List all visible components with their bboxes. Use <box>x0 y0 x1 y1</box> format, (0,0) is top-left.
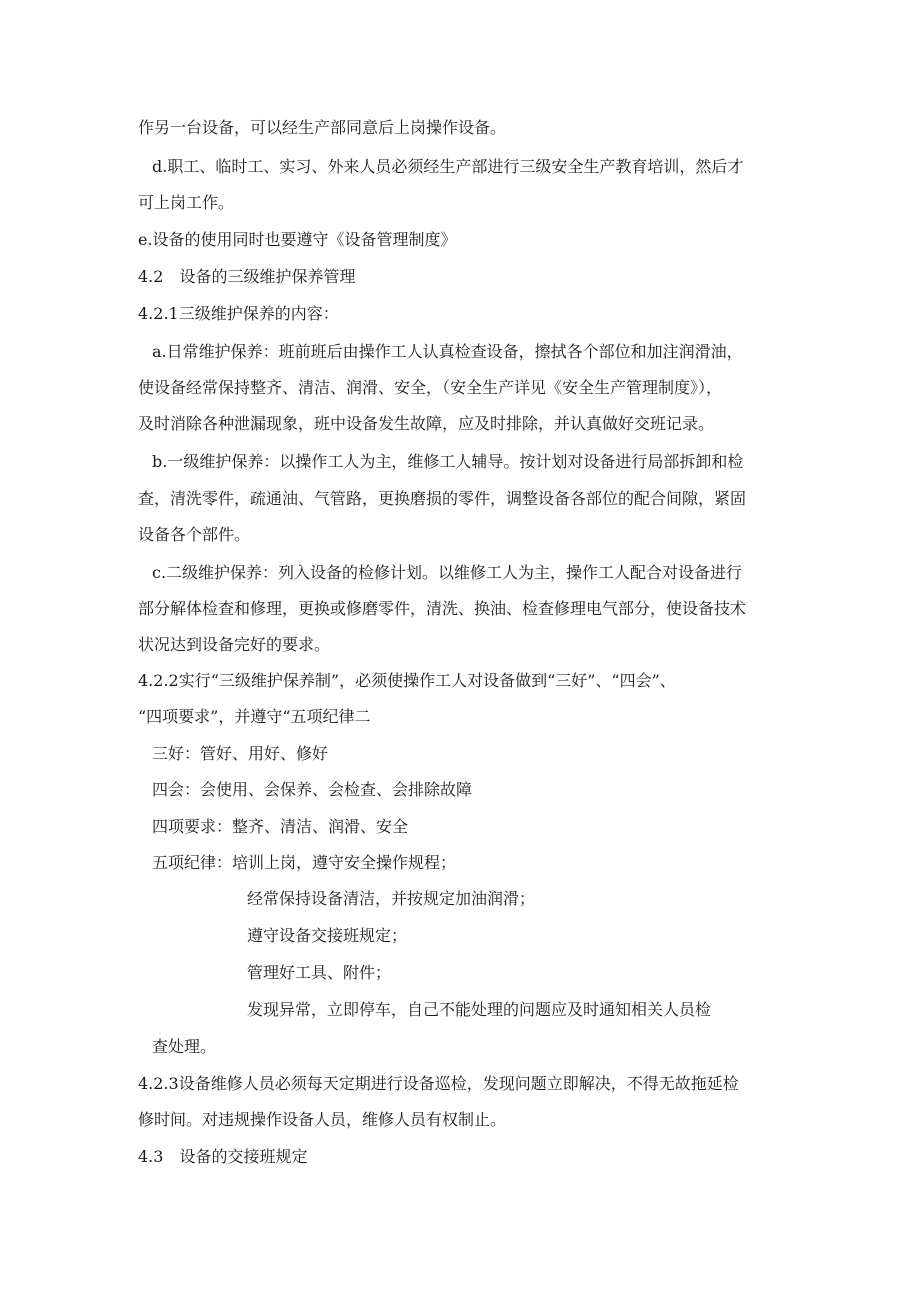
text-line: 三好：管好、用好、修好 <box>152 744 329 763</box>
section-heading: 4.3 设备的交接班规定 <box>138 1147 308 1166</box>
text-line: 使设备经常保持整齐、清洁、润滑、安全，（安全生产详见《安全生产管理制度》）， <box>138 378 723 397</box>
text-line: 设备各个部件。 <box>138 525 251 544</box>
text-line: 可上岗工作。 <box>138 193 235 212</box>
text-line: b.一级维护保养：以操作工人为主，维修工人辅导。按计划对设备进行局部拆卸和检 <box>152 452 744 471</box>
text-line: d.职工、临时工、实习、外来人员必须经生产部进行三级安全生产教育培训，然后才 <box>152 157 744 176</box>
text-line: 遵守设备交接班规定； <box>247 926 408 945</box>
text-line: 四会：会使用、会保养、会检查、会排除故障 <box>152 780 473 799</box>
text-line: e.设备的使用同时也要遵守《设备管理制度》 <box>138 230 457 249</box>
text-line: 四项要求：整齐、清洁、润滑、安全 <box>152 817 409 836</box>
subsection-heading: 4.2.2实行“三级维护保养制”，必须使操作工人对设备做到“三好”、“四会”、 <box>138 671 676 690</box>
text-line: c.二级维护保养：列入设备的检修计划。以维修工人为主，操作工人配合对设备进行 <box>152 563 743 582</box>
text-line: 发现异常，立即停车，自己不能处理的问题应及时通知相关人员检 <box>247 1000 712 1019</box>
text-line: 部分解体检查和修理，更换或修磨零件，清洗、换油、检查修理电气部分，使设备技术 <box>138 599 747 618</box>
text-line: a.日常维护保养：班前班后由操作工人认真检查设备，擦拭各个部位和加注润滑油， <box>152 342 743 361</box>
text-line: 状况达到设备完好的要求。 <box>138 635 331 654</box>
text-line: “四项要求”，并遵守“五项纪律二 <box>138 707 371 726</box>
text-line: 查，清洗零件，疏通油、气管路，更换磨损的零件，调整设备各部位的配合间隙，紧固 <box>138 489 747 508</box>
text-line: 管理好工具、附件； <box>247 963 392 982</box>
subsection-heading: 4.2.1三级维护保养的内容： <box>138 304 339 323</box>
text-line: 修时间。对违规操作设备人员，维修人员有权制止。 <box>138 1110 507 1129</box>
text-line: 五项纪律：培训上岗，遵守安全操作规程； <box>152 853 457 872</box>
text-line: 查处理。 <box>152 1037 217 1056</box>
text-line: 及时消除各种泄漏现象，班中设备发生故障，应及时排除，并认真做好交班记录。 <box>138 414 715 433</box>
text-line: 作另一台设备，可以经生产部同意后上岗操作设备。 <box>138 118 507 137</box>
text-line: 经常保持设备清洁，并按规定加油润滑； <box>247 889 536 908</box>
subsection-heading: 4.2.3设备维修人员必须每天定期进行设备巡检，发现问题立即解决，不得无故拖延检 <box>138 1074 739 1093</box>
section-heading: 4.2 设备的三级维护保养管理 <box>138 267 356 286</box>
